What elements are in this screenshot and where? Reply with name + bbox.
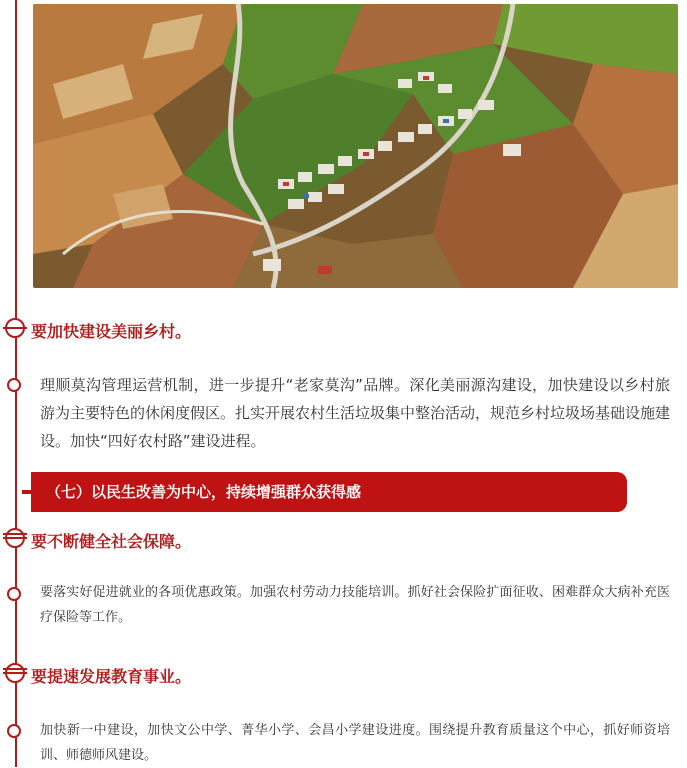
section-heading: 要不断健全社会保障。 <box>31 532 192 551</box>
section-paragraph: 要落实好促进就业的各项优惠政策。加强农村劳动力技能培训。抓好社会保险扩面征收、困难群众大病补充医疗保险等工作。 <box>40 585 670 625</box>
section-marker-icon <box>5 528 25 548</box>
section-marker-icon <box>5 318 25 338</box>
section-heading: 要加快建设美丽乡村。 <box>31 322 192 341</box>
section-paragraph: 理顺莫沟管理运营机制，进一步提升“老家莫沟”品牌。深化美丽源沟建设，加快建设以乡村旅游为主要特色的休闲度假区。扎实开展农村生活垃圾集中整治活动，规范乡村垃圾场基础设施建设。加快“四好农村路”建设进程。 <box>40 376 671 450</box>
bullet-circle-icon <box>7 378 21 392</box>
village-aerial-photo <box>33 4 678 288</box>
chapter-banner: （七）以民生改善为中心，持续增强群众获得感 <box>31 472 627 512</box>
bullet-circle-icon <box>7 587 21 601</box>
bullet-circle-icon <box>7 724 21 738</box>
section-heading: 要提速发展教育事业。 <box>31 667 192 686</box>
section-paragraph: 加快新一中建设，加快文公中学、菁华小学、会昌小学建设进度。围绕提升教育质量这个中心，抓好师资培训、师德师风建设。 <box>40 723 670 763</box>
section-marker-icon <box>5 663 25 683</box>
